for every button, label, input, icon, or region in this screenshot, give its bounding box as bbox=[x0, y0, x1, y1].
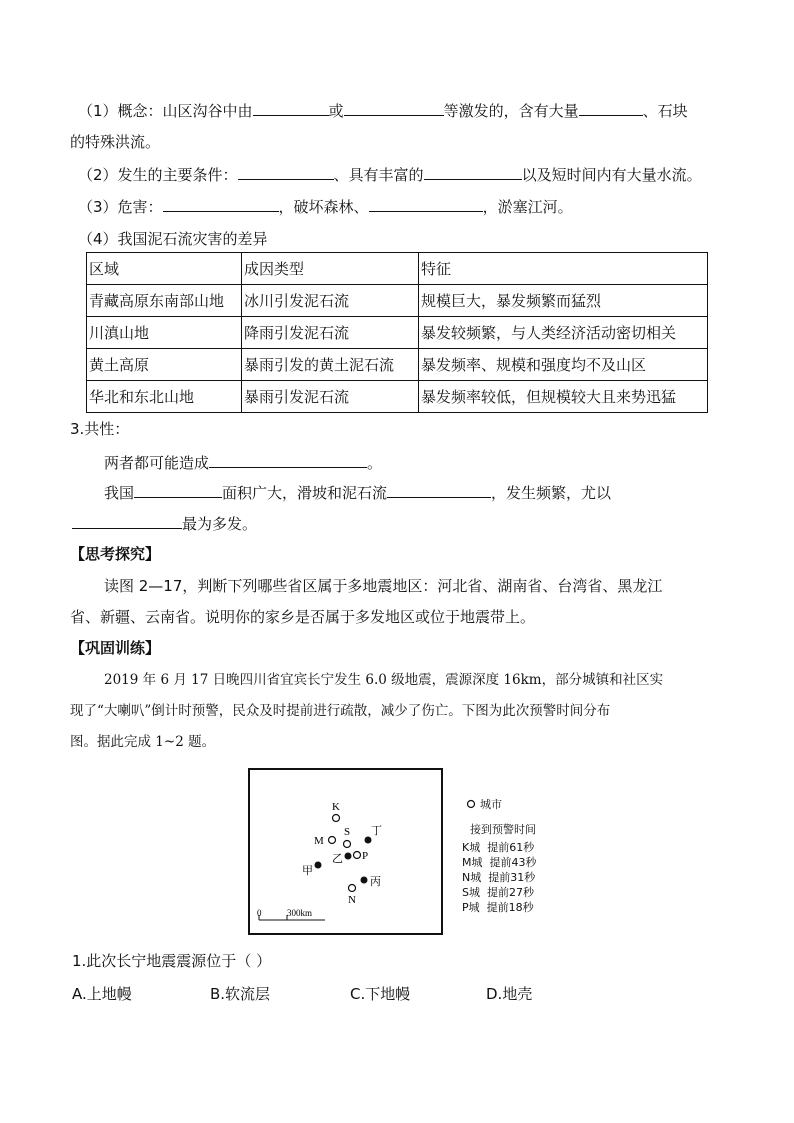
debris-flow-table bbox=[86, 252, 708, 413]
common-blank-3[interactable] bbox=[387, 482, 491, 498]
q3-tail: ，淤塞江河。 bbox=[482, 198, 573, 216]
city-m-label: M bbox=[314, 835, 324, 847]
option-b[interactable]: B.软流层 bbox=[210, 985, 271, 1003]
practice-line3: 图。据此完成 1~2 题。 bbox=[70, 734, 216, 750]
table-cell: 暴发较频繁，与人类经济活动密切相关 bbox=[419, 317, 708, 349]
table-cell: 冰川引发泥石流 bbox=[242, 285, 419, 317]
think-line2: 省、新疆、云南省。说明你的家乡是否属于多发地区或位于地震带上。 bbox=[70, 608, 536, 626]
table-cell: 暴雨引发泥石流 bbox=[242, 381, 419, 413]
q1-blank-2[interactable] bbox=[344, 100, 444, 116]
table-header-cell: 区域 bbox=[87, 253, 242, 285]
city-k-label: K bbox=[332, 801, 340, 813]
scale-zero: 0 bbox=[257, 908, 262, 918]
common-line2-prefix: 我国 bbox=[104, 484, 135, 502]
q2-mid: 、具有丰富的 bbox=[333, 166, 424, 184]
point-bing-label: 丙 bbox=[370, 875, 381, 888]
table-cell: 暴发频率较低，但规模较大且来势迅猛 bbox=[419, 381, 708, 413]
common-line1-prefix: 两者都可能造成 bbox=[104, 454, 210, 472]
table-cell: 川滇山地 bbox=[87, 317, 242, 349]
q1-tail: 、石块 bbox=[642, 102, 688, 120]
table-row bbox=[87, 381, 708, 413]
city-n-marker bbox=[349, 885, 356, 892]
common-line2-tail: ，发生频繁，尤以 bbox=[491, 484, 612, 502]
scale-label: 300km bbox=[287, 908, 313, 918]
legend-time: 提前43秒 bbox=[489, 856, 537, 869]
table-cell: 暴发频率、规模和强度均不及山区 bbox=[419, 349, 708, 381]
common-blank-1[interactable] bbox=[209, 452, 367, 468]
q1-prefix: （1）概念：山区沟谷中由 bbox=[78, 102, 253, 120]
legend-city-icon bbox=[466, 797, 480, 811]
legend-city: S城 bbox=[462, 886, 480, 899]
table-row bbox=[87, 317, 708, 349]
common-blank-4[interactable] bbox=[72, 513, 182, 529]
q2-line bbox=[78, 164, 702, 186]
option-d[interactable]: D.地壳 bbox=[486, 985, 533, 1003]
think-line1: 读图 2—17，判断下列哪些省区属于多地震地区：河北省、湖南省、台湾省、黑龙江 bbox=[104, 577, 663, 595]
option-c[interactable]: C.下地幔 bbox=[350, 985, 411, 1003]
practice-line1: 2019 年 6 月 17 日晚四川省宜宾长宁发生 6.0 级地震，震源深度 16km，部分城镇和社区实 bbox=[104, 672, 664, 688]
legend-time: 提前61秒 bbox=[487, 841, 535, 854]
table-cell: 黄土高原 bbox=[87, 349, 242, 381]
city-n-label: N bbox=[348, 894, 356, 906]
q3-blank-2[interactable] bbox=[369, 196, 483, 212]
table-header-cell: 特征 bbox=[419, 253, 708, 285]
question1-stem: 1.此次长宁地震震源位于（ ） bbox=[72, 952, 272, 970]
legend-time: 提前18秒 bbox=[486, 901, 534, 914]
legend-time: 提前27秒 bbox=[486, 886, 534, 899]
legend-row bbox=[462, 856, 537, 869]
common-blank-2[interactable] bbox=[134, 482, 222, 498]
city-p-label: P bbox=[362, 850, 369, 862]
legend-row bbox=[462, 871, 535, 884]
question1-options bbox=[72, 983, 532, 1005]
city-m-marker bbox=[329, 837, 336, 844]
legend-title: 接到预警时间 bbox=[470, 823, 536, 836]
q1-or: 或 bbox=[328, 102, 344, 120]
legend-row bbox=[462, 841, 534, 854]
legend-row bbox=[462, 886, 534, 899]
common-line2 bbox=[104, 482, 611, 504]
q2-blank-1[interactable] bbox=[238, 164, 334, 180]
legend-row bbox=[462, 901, 534, 914]
legend-city: N城 bbox=[462, 871, 482, 884]
point-yi-label: 乙 bbox=[332, 852, 343, 865]
table-cell: 暴雨引发的黄土泥石流 bbox=[242, 349, 419, 381]
q2-blank-2[interactable] bbox=[424, 164, 522, 180]
common-line3 bbox=[72, 513, 257, 535]
table-row bbox=[87, 285, 708, 317]
practice-line2: 现了“大喇叭”倒计时预警，民众及时提前进行疏散，减少了伤亡。下图为此次预警时间分布 bbox=[70, 703, 611, 719]
q2-prefix: （2）发生的主要条件： bbox=[78, 166, 238, 184]
q4-title: （4）我国泥石流灾害的差异 bbox=[78, 230, 268, 248]
common-line3-tail: 最为多发。 bbox=[182, 515, 258, 533]
common-line1-tail: 。 bbox=[367, 454, 383, 472]
table-header-row bbox=[87, 253, 708, 285]
warning-time-map bbox=[248, 768, 443, 935]
city-p-marker bbox=[354, 852, 361, 859]
table-row bbox=[87, 349, 708, 381]
point-jia-label: 甲 bbox=[302, 864, 313, 877]
legend-city: K城 bbox=[462, 841, 481, 854]
common-line2-mid: 面积广大，滑坡和泥石流 bbox=[222, 484, 388, 502]
q1-blank-3[interactable] bbox=[579, 100, 643, 116]
q3-mid: ，破坏森林、 bbox=[278, 198, 369, 216]
q2-tail: 以及短时间内有大量水流。 bbox=[521, 166, 702, 184]
city-k-marker bbox=[333, 815, 340, 822]
table-cell: 青藏高原东南部山地 bbox=[87, 285, 242, 317]
point-ding-label: 丁 bbox=[371, 824, 382, 837]
q3-prefix: （3）危害： bbox=[78, 198, 163, 216]
q1-blank-1[interactable] bbox=[253, 100, 329, 116]
table-cell: 规模巨大，暴发频繁而猛烈 bbox=[419, 285, 708, 317]
legend-time: 提前31秒 bbox=[488, 871, 536, 884]
q1-mid: 等激发的，含有大量 bbox=[443, 102, 579, 120]
legend-city: P城 bbox=[462, 901, 480, 914]
point-yi-marker bbox=[345, 853, 352, 860]
q1-line1 bbox=[78, 100, 688, 122]
option-a[interactable]: A.上地幔 bbox=[72, 985, 132, 1003]
table-cell: 华北和东北山地 bbox=[87, 381, 242, 413]
point-ding-marker bbox=[365, 837, 372, 844]
common-line1 bbox=[104, 452, 382, 474]
city-s-label: S bbox=[344, 826, 351, 838]
city-s-marker bbox=[344, 841, 351, 848]
point-jia-marker bbox=[315, 862, 322, 869]
legend-city: M城 bbox=[462, 856, 483, 869]
legend-city-label: 城市 bbox=[480, 798, 502, 811]
q1-line2: 的特殊洪流。 bbox=[70, 133, 161, 151]
think-heading: 【思考探究】 bbox=[70, 545, 161, 563]
table-cell: 降雨引发泥石流 bbox=[242, 317, 419, 349]
table-header-cell: 成因类型 bbox=[242, 253, 419, 285]
map-drawing bbox=[250, 770, 441, 933]
q3-blank-1[interactable] bbox=[163, 196, 279, 212]
common-title: 3.共性： bbox=[70, 420, 130, 438]
q3-line bbox=[78, 196, 573, 218]
practice-heading: 【巩固训练】 bbox=[70, 639, 161, 657]
point-bing-marker bbox=[361, 877, 368, 884]
